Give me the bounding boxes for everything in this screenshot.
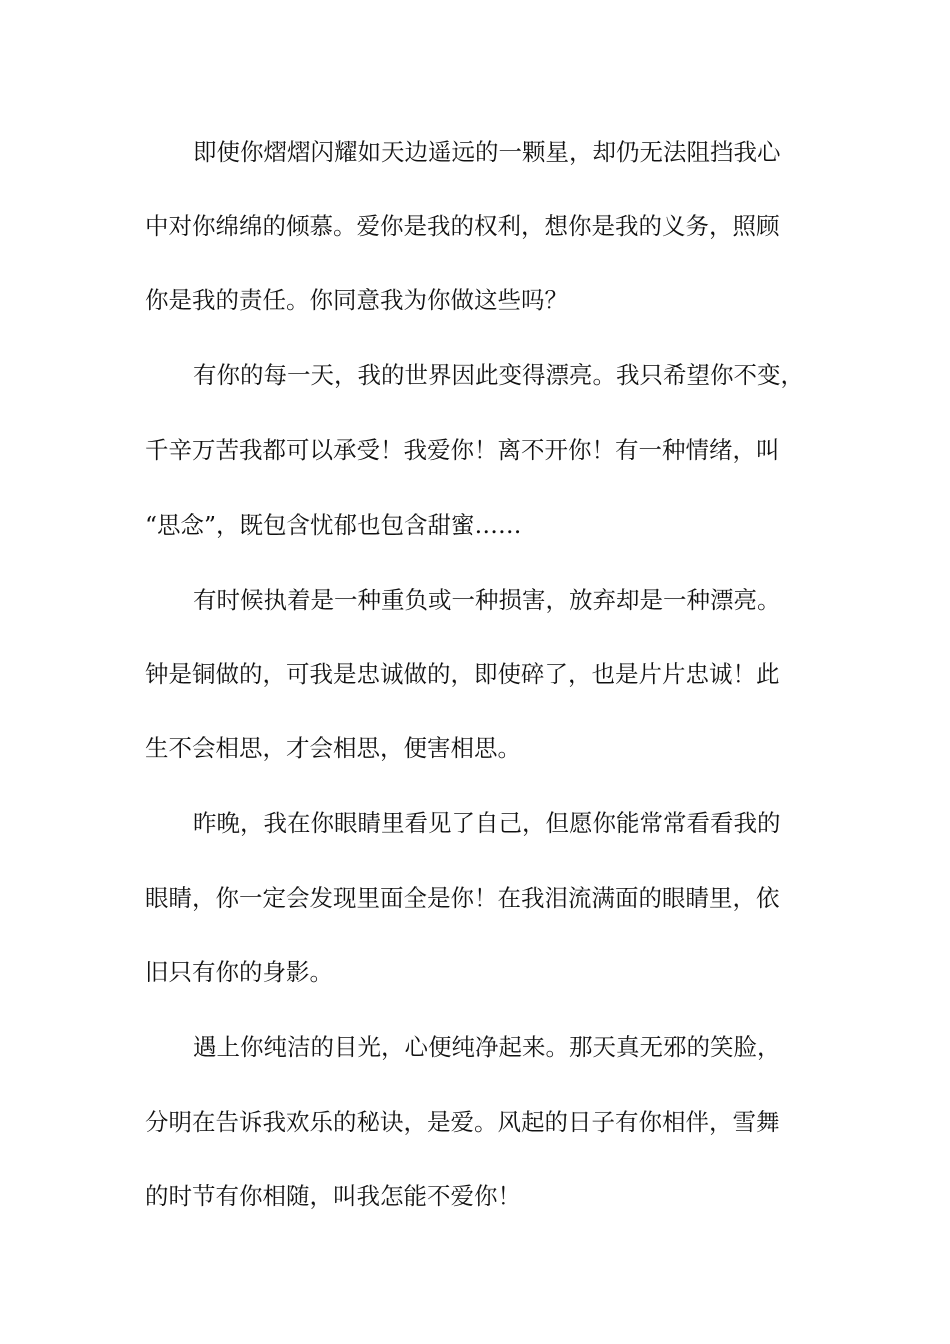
paragraph-1-line-3: 你是我的责任。你同意我为你做这些吗？ (145, 286, 568, 314)
paragraph-2-line-1: 有你的每一天，我的世界因此变得漂亮。我只希望你不变， (193, 361, 804, 389)
paragraph-2-line-2: 千辛万苦我都可以承受！我爱你！离不开你！有一种情绪，叫 (145, 436, 780, 464)
paragraph-2-line-3: “思念”，既包含忧郁也包含甜蜜…… (145, 511, 522, 539)
paragraph-5-line-1: 遇上你纯洁的目光，心便纯净起来。那天真无邪的笑脸， (193, 1033, 781, 1061)
paragraph-5-line-3: 的时节有你相随，叫我怎能不爱你！ (145, 1182, 521, 1210)
paragraph-3-line-3: 生不会相思，才会相思，便害相思。 (145, 734, 521, 762)
paragraph-5-line-2: 分明在告诉我欢乐的秘诀，是爱。风起的日子有你相伴，雪舞 (145, 1108, 780, 1136)
paragraph-1-line-2: 中对你绵绵的倾慕。爱你是我的权利，想你是我的义务，照顾 (145, 212, 780, 240)
paragraph-4-line-2: 眼睛，你一定会发现里面全是你！在我泪流满面的眼睛里，依 (145, 884, 780, 912)
paragraph-1-line-1: 即使你熠熠闪耀如天边遥远的一颗星，却仍无法阻挡我心 (193, 138, 781, 166)
paragraph-4-line-3: 旧只有你的身影。 (145, 958, 333, 986)
paragraph-3-line-1: 有时候执着是一种重负或一种损害，放弃却是一种漂亮。 (193, 586, 781, 614)
paragraph-3-line-2: 钟是铜做的，可我是忠诚做的，即使碎了，也是片片忠诚！此 (145, 660, 780, 688)
paragraph-4-line-1: 昨晚，我在你眼睛里看见了自己，但愿你能常常看看我的 (193, 809, 781, 837)
